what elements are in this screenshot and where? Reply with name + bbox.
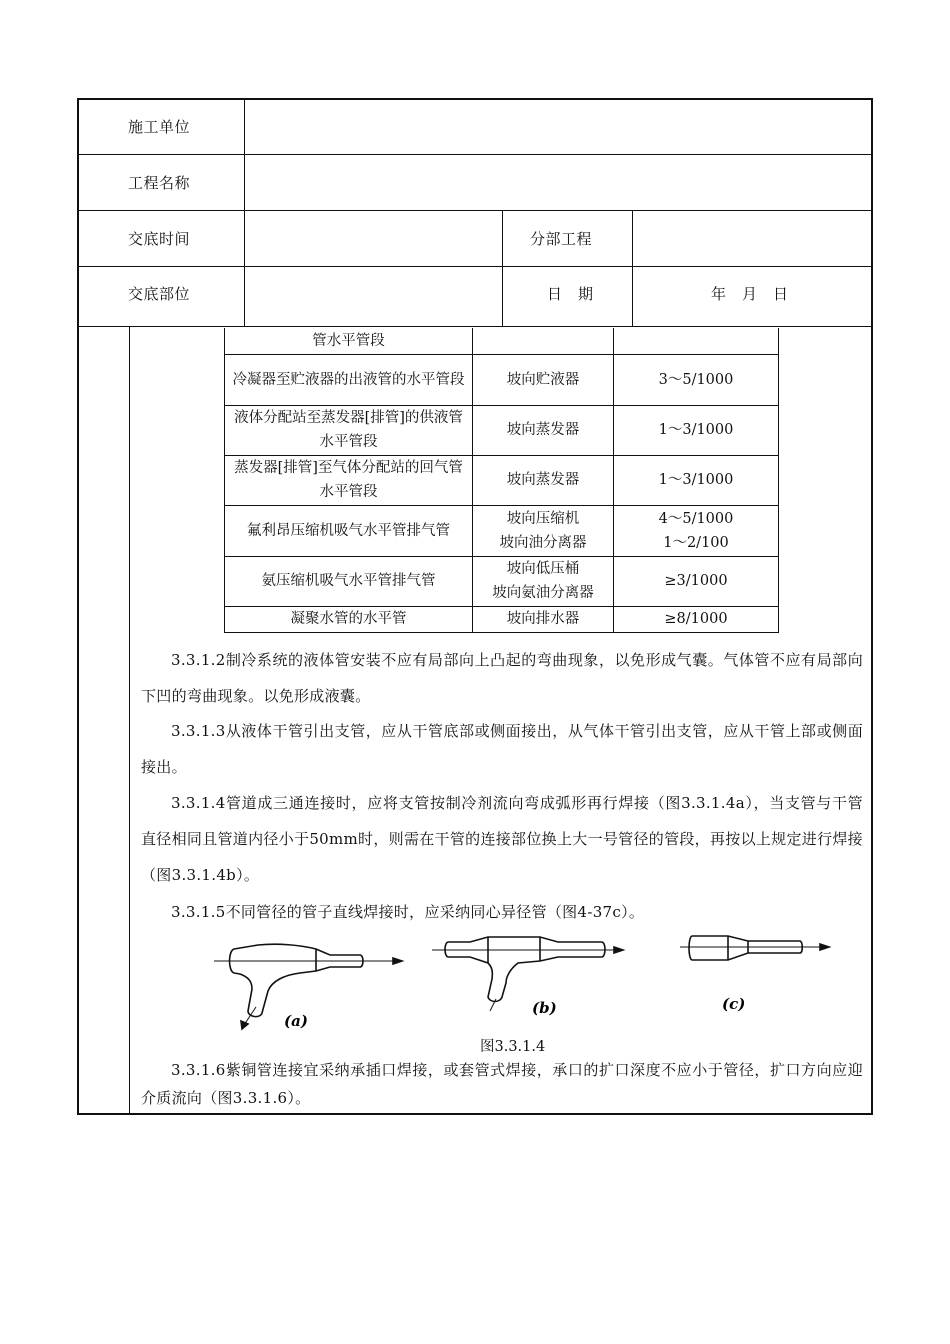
figure-c-label: (c): [722, 995, 746, 1013]
figure-b-label: (b): [532, 999, 557, 1017]
paragraph-3-3-1-3: 3.3.1.3从液体干管引出支管，应从干管底部或侧面接出，从气体干管引出支管，应从干管上部或侧面接出。: [141, 722, 863, 776]
paragraph-3-3-1-4: 3.3.1.4管道成三通连接时，应将支管按制冷剂流向弯成弧形再行焊接（图3.3.1.4a），当支管与干管直径相同且管道内径小于50mm时，则需在干管的连接部位换上大一号管径的管段，再按以上规定进行焊接（图3.3.1.4b）。: [141, 794, 863, 884]
pipe-slope-table: [224, 328, 779, 633]
direction-cell: 坡向低压桶 坡向氨油分离器: [473, 556, 614, 606]
slope-cell: 4～5/1000 1～2/100: [614, 505, 779, 556]
figure-b-enlarged-tee: [432, 937, 623, 1011]
division-label: 分部工程: [530, 230, 593, 248]
table-row: [225, 455, 779, 505]
table-row: [225, 556, 779, 606]
table-row: [225, 328, 779, 354]
figure-a-tee-branch: [214, 944, 402, 1029]
direction-cell: [473, 328, 614, 354]
pipe-cell: 氟利昂压缩机吸气水平管排气管: [225, 505, 473, 556]
table-row: [225, 354, 779, 405]
left-margin-line: [129, 326, 130, 1115]
handover-time-label: 交底时间: [128, 230, 191, 248]
construction-unit-label: 施工单位: [128, 118, 191, 136]
pipe-cell: 管水平管段: [225, 328, 473, 354]
pipe-cell: 氨压缩机吸气水平管排气管: [225, 556, 473, 606]
date-value: 年 月 日: [711, 285, 789, 303]
date-label: 日 期: [547, 285, 594, 303]
row-divider: [77, 210, 873, 211]
row-divider: [77, 154, 873, 155]
slope-cell: ≥8/1000: [614, 606, 779, 632]
table-row: [225, 505, 779, 556]
row-divider: [77, 266, 873, 267]
slope-cell: 1～3/1000: [614, 405, 779, 455]
figure-a-label: (a): [284, 1012, 308, 1030]
slope-cell: ≥3/1000: [614, 556, 779, 606]
row-divider: [77, 326, 873, 327]
direction-cell: 坡向蒸发器: [473, 455, 614, 505]
paragraph-3-3-1-2: 3.3.1.2制冷系统的液体管安装不应有局部向上凸起的弯曲现象，以免形成气囊。气体管不应有局部向下凹的弯曲现象。以免形成液囊。: [141, 651, 863, 705]
figure-c-reducer: [680, 936, 829, 960]
pipe-joint-figure: [200, 925, 840, 1035]
direction-cell: 坡向压缩机 坡向油分离器: [473, 505, 614, 556]
figure-caption: 图3.3.1.4: [480, 1039, 546, 1055]
direction-cell: 坡向贮液器: [473, 354, 614, 405]
direction-cell: 坡向排水器: [473, 606, 614, 632]
column-divider: [244, 98, 245, 326]
pipe-cell: 液体分配站至蒸发器[排管]的供液管水平管段: [225, 405, 473, 455]
paragraph-3-3-1-6: 3.3.1.6紫铜管连接宜采纳承插口焊接，或套管式焊接，承口的扩口深度不应小于管径，扩口方向应迎介质流向（图3.3.1.6）。: [141, 1061, 863, 1107]
project-name-label: 工程名称: [128, 174, 191, 192]
column-divider: [632, 210, 633, 326]
slope-cell: [614, 328, 779, 354]
pipe-cell: 蒸发器[排管]至气体分配站的回气管水平管段: [225, 455, 473, 505]
table-row: [225, 405, 779, 455]
column-divider: [502, 210, 503, 326]
table-row: [225, 606, 779, 632]
pipe-cell: 冷凝器至贮液器的出液管的水平管段: [225, 354, 473, 405]
paragraph-3-3-1-5: 3.3.1.5不同管径的管子直线焊接时，应采纳同心异径管（图4-37c）。: [171, 903, 645, 921]
slope-cell: 1～3/1000: [614, 455, 779, 505]
pipe-cell: 凝聚水管的水平管: [225, 606, 473, 632]
slope-cell: 3～5/1000: [614, 354, 779, 405]
direction-cell: 坡向蒸发器: [473, 405, 614, 455]
handover-location-label: 交底部位: [128, 285, 191, 303]
